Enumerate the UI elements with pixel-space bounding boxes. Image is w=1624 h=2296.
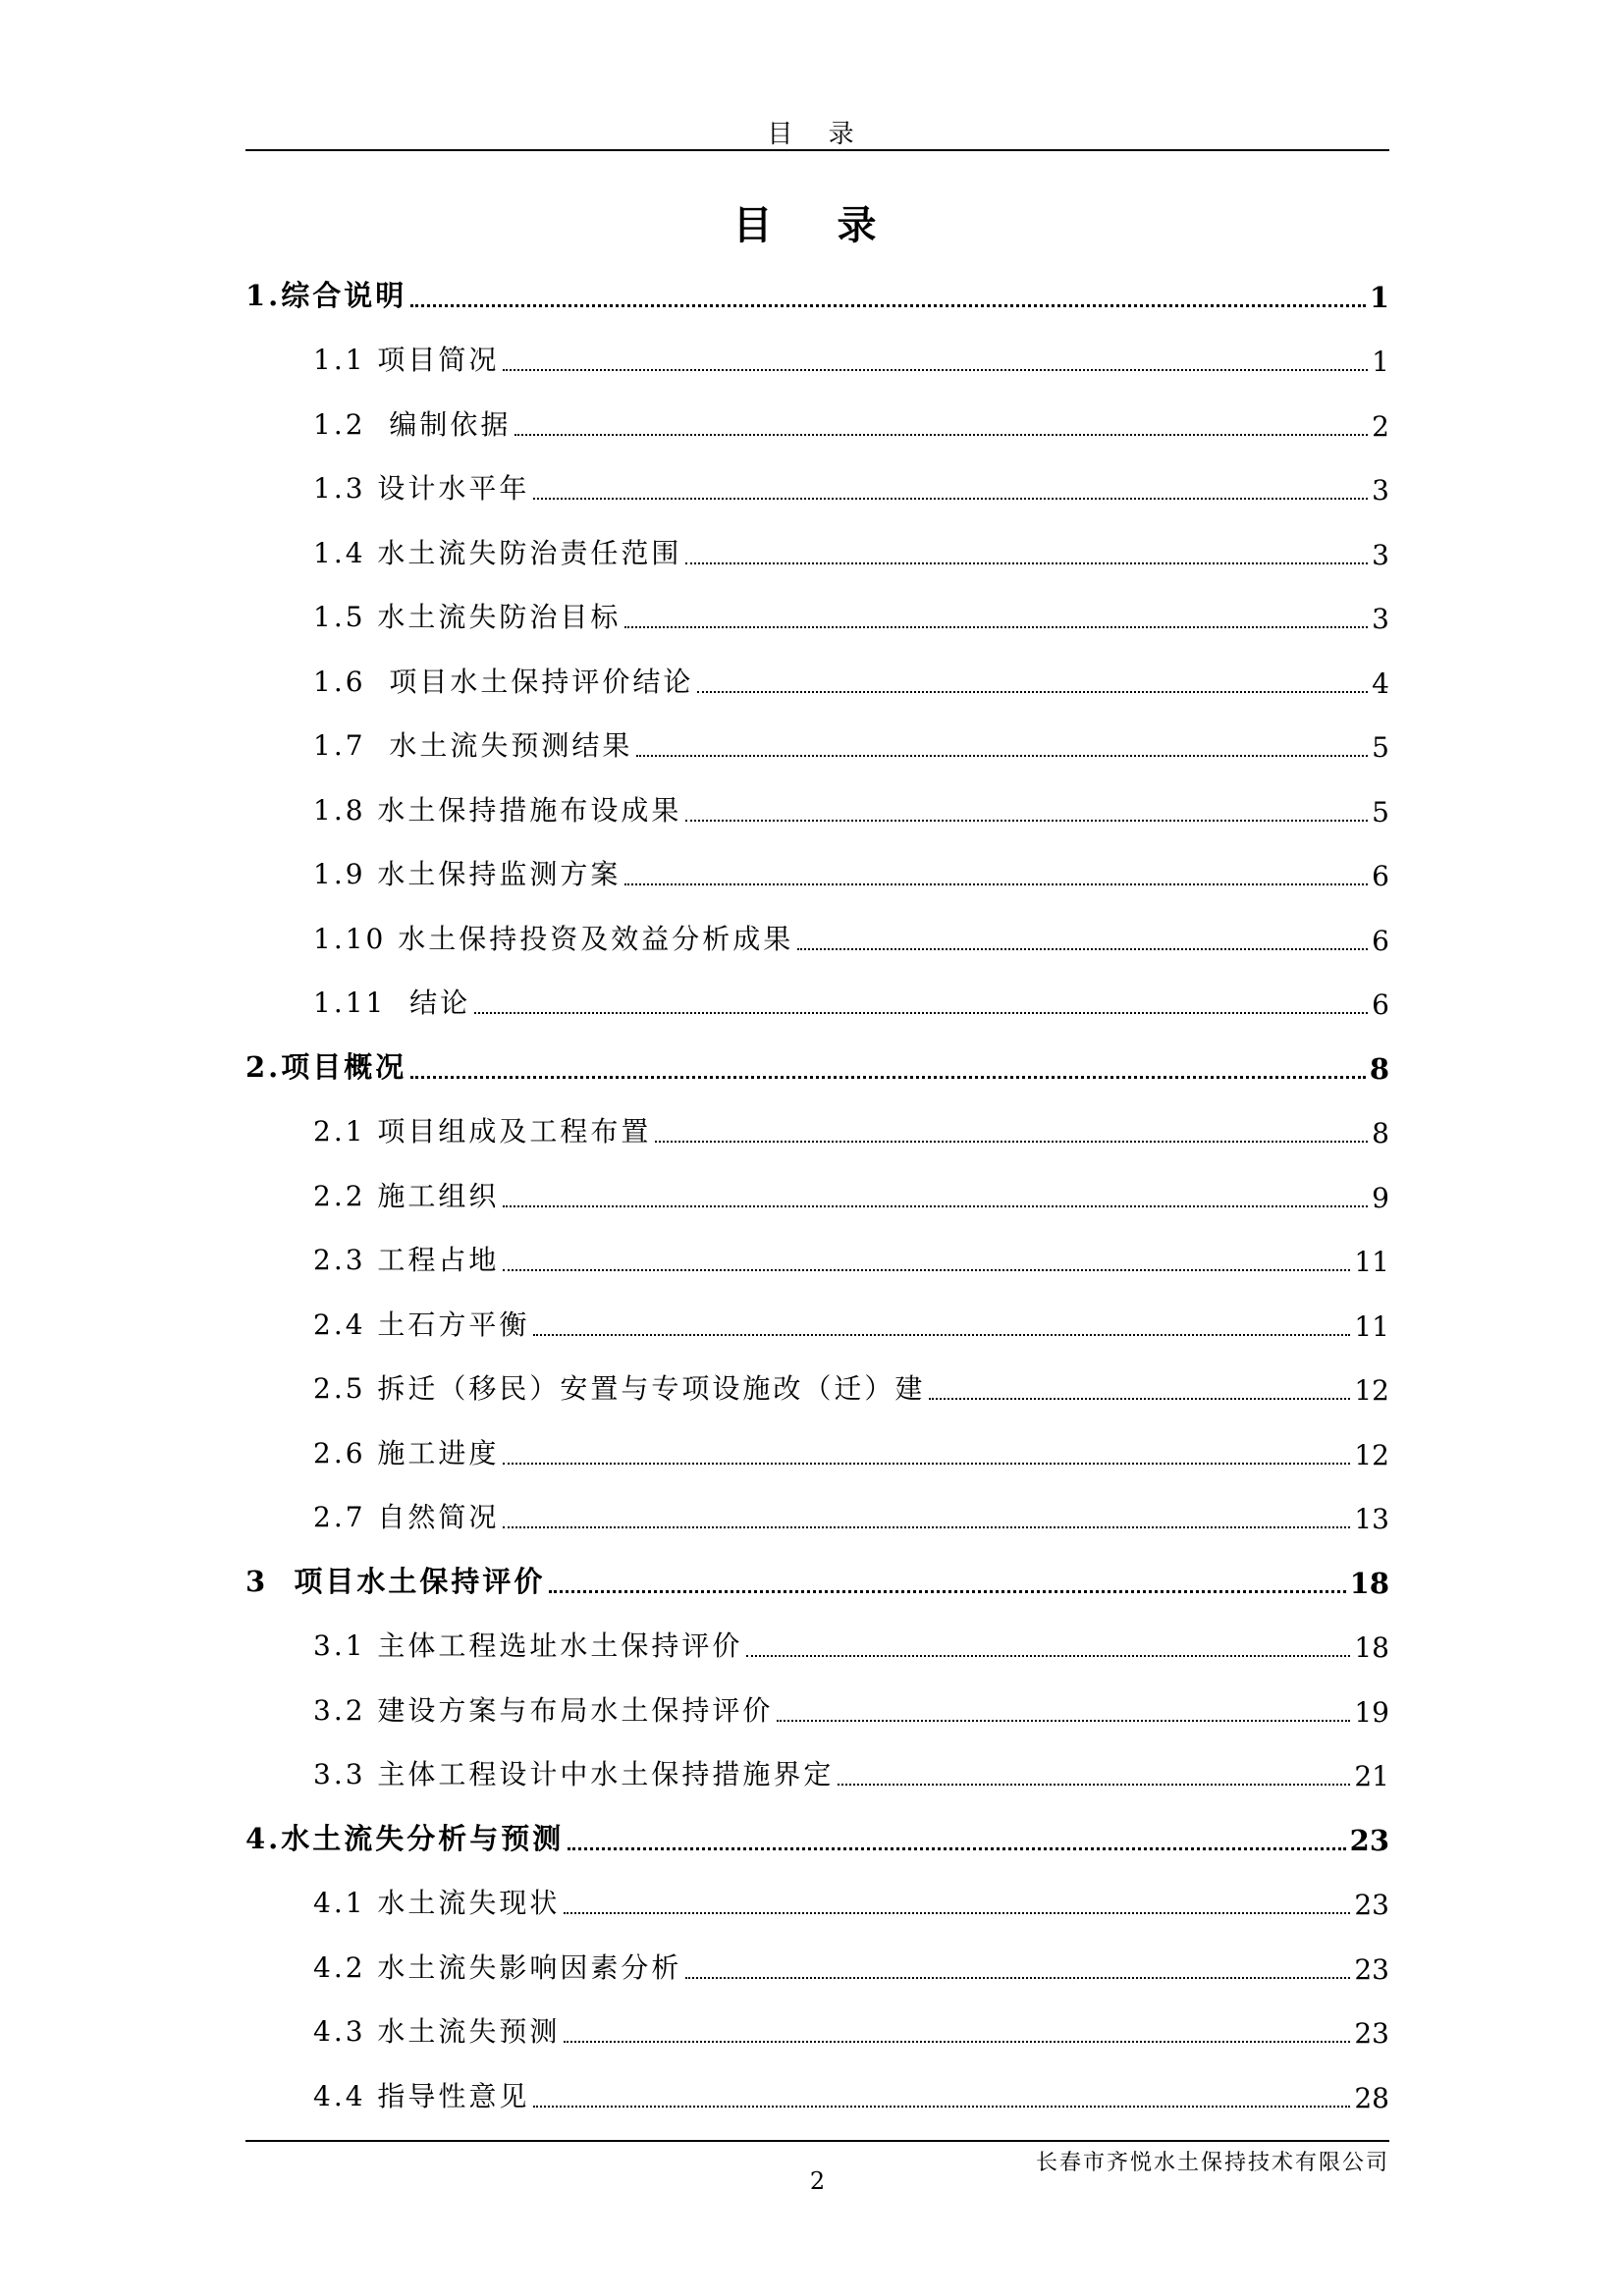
- toc-entry-label: 1.11 结论: [313, 987, 471, 1019]
- toc-dot-leader: [655, 1141, 1368, 1143]
- toc-section-entry[interactable]: [245, 842, 1389, 907]
- toc-entry-page: 28: [1354, 2081, 1389, 2114]
- toc-entry-label: 3.2 建设方案与布局水土保持评价: [313, 1693, 774, 1727]
- toc-entry-label: 1.3 设计水平年: [313, 472, 530, 505]
- toc-dot-leader: [685, 1977, 1350, 1979]
- toc-chapter-entry[interactable]: [245, 263, 1389, 328]
- toc-dot-leader: [697, 691, 1368, 693]
- toc-dot-leader: [474, 1012, 1368, 1014]
- page-title: 目 录: [732, 202, 902, 248]
- toc-entry-label: 2.项目概况: [245, 1049, 407, 1084]
- toc-entry-page: 5: [1372, 731, 1389, 764]
- toc-dot-leader: [929, 1398, 1350, 1400]
- toc-entry-page: 13: [1354, 1503, 1389, 1535]
- toc-entry-label: 1.2 编制依据: [313, 407, 512, 441]
- toc-dot-leader: [564, 2041, 1350, 2043]
- toc-entry-label: 4.3 水土流失预测: [313, 2015, 561, 2048]
- toc-dot-leader: [533, 2106, 1350, 2108]
- toc-dot-leader: [549, 1590, 1345, 1593]
- toc-entry-label: 2.3 工程占地: [313, 1244, 500, 1276]
- toc-entry-label: 4.2 水土流失影响因素分析: [313, 1950, 682, 1984]
- toc-dot-leader: [636, 755, 1368, 757]
- toc-section-entry[interactable]: [245, 1871, 1389, 1936]
- toc-entry-page: 19: [1354, 1695, 1389, 1729]
- toc-entry-page: 23: [1349, 1823, 1389, 1857]
- toc-section-entry[interactable]: [245, 971, 1389, 1036]
- toc-entry-page: 1: [1372, 346, 1389, 378]
- toc-entry-label: 1.1 项目简况: [313, 344, 500, 376]
- toc-dot-leader: [624, 626, 1368, 628]
- toc-entry-page: 23: [1354, 1952, 1389, 1986]
- toc-entry-label: 1.8 水土保持措施布设成果: [313, 793, 682, 827]
- toc-entry-label: 1.7 水土流失预测结果: [313, 729, 633, 762]
- toc-entry-page: 3: [1372, 603, 1389, 635]
- toc-dot-leader: [777, 1720, 1350, 1722]
- toc-entry-label: 2.6 施工进度: [313, 1436, 500, 1469]
- toc-entry-page: 3: [1372, 538, 1389, 571]
- toc-dot-leader: [503, 369, 1368, 371]
- header-rule: [245, 149, 1389, 151]
- page-number: 2: [809, 2167, 826, 2195]
- toc-entry-page: 1: [1369, 280, 1389, 314]
- toc-dot-leader: [503, 1205, 1368, 1207]
- toc-dot-leader: [533, 1334, 1350, 1336]
- toc-dot-leader: [838, 1784, 1350, 1786]
- toc-entry-page: 3: [1372, 474, 1389, 507]
- toc-dot-leader: [503, 1463, 1350, 1465]
- toc-section-entry[interactable]: [245, 1742, 1389, 1807]
- toc-dot-leader: [564, 1912, 1350, 1914]
- table-of-contents: [245, 263, 1389, 2128]
- toc-entry-label: 4.水土流失分析与预测: [245, 1821, 565, 1855]
- toc-entry-page: 18: [1349, 1566, 1389, 1600]
- toc-entry-page: 23: [1354, 2017, 1389, 2050]
- toc-section-entry[interactable]: [245, 1678, 1389, 1742]
- toc-entry-label: 2.2 施工组织: [313, 1179, 500, 1212]
- toc-section-entry[interactable]: [245, 1420, 1389, 1485]
- toc-section-entry[interactable]: [245, 2000, 1389, 2064]
- toc-entry-page: 5: [1372, 795, 1389, 828]
- toc-entry-page: 21: [1354, 1760, 1389, 1792]
- toc-section-entry[interactable]: [245, 392, 1389, 456]
- toc-section-entry[interactable]: [245, 1935, 1389, 2000]
- toc-dot-leader: [503, 1526, 1350, 1528]
- toc-section-entry[interactable]: [245, 1292, 1389, 1357]
- toc-chapter-entry[interactable]: [245, 1549, 1389, 1614]
- toc-section-entry[interactable]: [245, 714, 1389, 778]
- toc-entry-page: 2: [1372, 409, 1389, 443]
- toc-dot-leader: [410, 304, 1366, 307]
- toc-entry-page: 11: [1354, 1246, 1389, 1278]
- toc-section-entry[interactable]: [245, 906, 1389, 971]
- toc-entry-label: 1.综合说明: [245, 278, 407, 312]
- toc-section-entry[interactable]: [245, 1228, 1389, 1293]
- toc-section-entry[interactable]: [245, 649, 1389, 714]
- toc-entry-page: 18: [1354, 1631, 1389, 1664]
- toc-entry-label: 1.10 水土保持投资及效益分析成果: [313, 922, 794, 955]
- toc-dot-leader: [746, 1655, 1350, 1657]
- toc-entry-page: 6: [1372, 860, 1389, 892]
- toc-entry-label: 1.5 水土流失防治目标: [313, 601, 622, 633]
- toc-entry-label: 2.1 项目组成及工程布置: [313, 1115, 652, 1148]
- toc-chapter-entry[interactable]: [245, 1806, 1389, 1871]
- toc-section-entry[interactable]: [245, 456, 1389, 521]
- toc-entry-page: 12: [1354, 1374, 1389, 1407]
- toc-section-entry[interactable]: [245, 328, 1389, 393]
- toc-entry-page: 6: [1372, 988, 1389, 1021]
- toc-section-entry[interactable]: [245, 1163, 1389, 1228]
- toc-entry-label: 4.4 指导性意见: [313, 2079, 530, 2112]
- toc-dot-leader: [410, 1076, 1366, 1079]
- toc-entry-page: 8: [1372, 1117, 1389, 1149]
- toc-entry-label: 3 项目水土保持评价: [245, 1564, 546, 1598]
- toc-entry-label: 3.3 主体工程设计中水土保持措施界定: [313, 1758, 835, 1790]
- toc-dot-leader: [568, 1847, 1345, 1850]
- footer-rule: [245, 2140, 1389, 2142]
- toc-section-entry[interactable]: [245, 520, 1389, 585]
- toc-entry-label: 1.9 水土保持监测方案: [313, 858, 622, 890]
- toc-section-entry[interactable]: [245, 2063, 1389, 2128]
- toc-section-entry[interactable]: [245, 777, 1389, 842]
- toc-chapter-entry[interactable]: [245, 1035, 1389, 1099]
- toc-entry-page: 11: [1354, 1309, 1389, 1343]
- toc-entry-page: 12: [1354, 1438, 1389, 1471]
- toc-dot-leader: [514, 434, 1368, 436]
- toc-entry-label: 2.5 拆迁（移民）安置与专项设施改（迁）建: [313, 1372, 926, 1405]
- toc-entry-label: 1.6 项目水土保持评价结论: [313, 665, 694, 698]
- toc-entry-page: 23: [1354, 1889, 1389, 1921]
- toc-dot-leader: [503, 1269, 1350, 1271]
- toc-entry-page: 8: [1369, 1051, 1389, 1086]
- toc-entry-label: 3.1 主体工程选址水土保持评价: [313, 1629, 743, 1662]
- toc-entry-page: 9: [1372, 1181, 1389, 1214]
- toc-section-entry[interactable]: [245, 1357, 1389, 1421]
- toc-section-entry[interactable]: [245, 1099, 1389, 1164]
- toc-entry-label: 2.7 自然简况: [313, 1501, 500, 1533]
- toc-dot-leader: [685, 562, 1368, 564]
- toc-dot-leader: [624, 883, 1368, 885]
- toc-section-entry[interactable]: [245, 585, 1389, 650]
- toc-entry-page: 6: [1372, 924, 1389, 957]
- toc-dot-leader: [533, 498, 1368, 500]
- toc-dot-leader: [685, 820, 1368, 822]
- toc-section-entry[interactable]: [245, 1485, 1389, 1550]
- company-name: 长春市齐悦水土保持技术有限公司: [1035, 2151, 1389, 2175]
- running-header: 目 录: [767, 120, 868, 149]
- toc-entry-label: 1.4 水土流失防治责任范围: [313, 536, 682, 569]
- toc-entry-page: 4: [1372, 667, 1389, 700]
- toc-entry-label: 4.1 水土流失现状: [313, 1887, 561, 1919]
- toc-dot-leader: [797, 948, 1368, 950]
- toc-entry-label: 2.4 土石方平衡: [313, 1308, 530, 1341]
- toc-section-entry[interactable]: [245, 1614, 1389, 1679]
